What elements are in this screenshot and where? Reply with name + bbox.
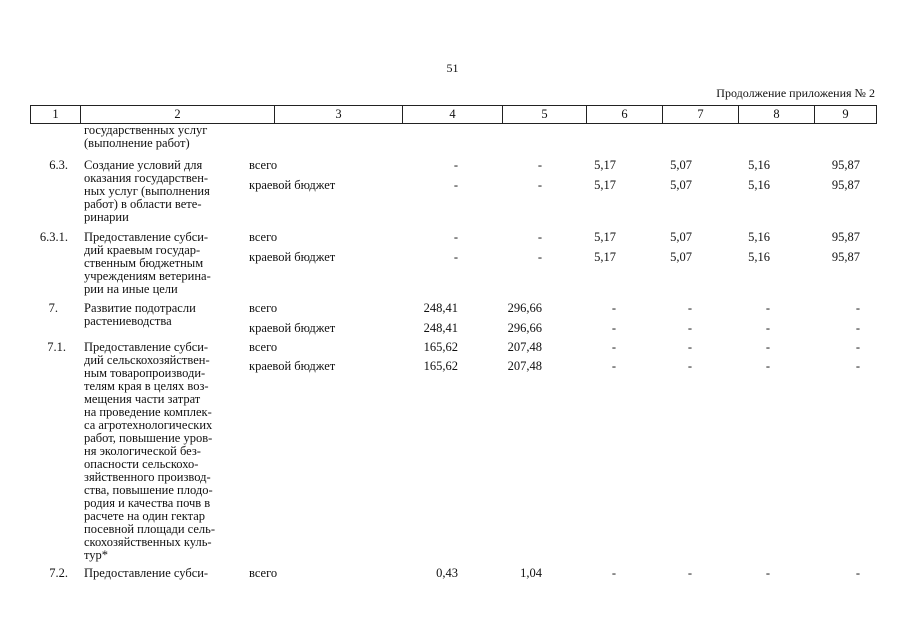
row-number: 7.1. <box>47 340 66 354</box>
cell-c4: 248,41 <box>423 301 458 315</box>
cell-c8: 5,16 <box>748 230 770 244</box>
cell-c7: - <box>687 301 692 315</box>
column-header-7: 7 <box>663 106 739 124</box>
cell-c5: - <box>537 250 542 264</box>
carryover-text: государственных услуг (выполнение работ) <box>84 123 208 150</box>
budget-type: краевой бюджет <box>249 321 336 335</box>
cell-c4: - <box>453 178 458 192</box>
budget-type: краевой бюджет <box>249 250 336 264</box>
cell-c7: 5,07 <box>670 178 692 192</box>
cell-c7: - <box>687 359 692 373</box>
budget-type: краевой бюджет <box>249 359 336 373</box>
column-header-6: 6 <box>587 106 663 124</box>
cell-c9: 95,87 <box>831 178 860 192</box>
cell-c5: 1,04 <box>520 566 542 580</box>
cell-c4: - <box>453 230 458 244</box>
column-header-3: 3 <box>275 106 403 124</box>
cell-c7: 5,07 <box>670 250 692 264</box>
cell-c6: 5,17 <box>594 250 616 264</box>
cell-c6: 5,17 <box>594 158 616 172</box>
cell-c4: - <box>453 158 458 172</box>
cell-c8: 5,16 <box>748 158 770 172</box>
budget-type: всего <box>249 301 278 315</box>
cell-c4: 248,41 <box>423 321 458 335</box>
cell-c8: - <box>765 301 770 315</box>
cell-c6: 5,17 <box>594 178 616 192</box>
cell-c4: - <box>453 250 458 264</box>
cell-c9: - <box>855 340 860 354</box>
cell-c8: - <box>765 321 770 335</box>
cell-c5: 296,66 <box>507 321 542 335</box>
cell-c9: - <box>855 321 860 335</box>
column-header-5: 5 <box>503 106 587 124</box>
budget-type: всего <box>249 340 278 354</box>
cell-c8: - <box>765 566 770 580</box>
row-name: Предоставление субси- <box>84 566 209 580</box>
page-number: 51 <box>446 61 459 75</box>
cell-c9: 95,87 <box>831 250 860 264</box>
cell-c9: 95,87 <box>831 230 860 244</box>
cell-c9: - <box>855 566 860 580</box>
cell-c4: 165,62 <box>423 340 458 354</box>
column-header-2: 2 <box>81 106 275 124</box>
cell-c6: - <box>611 301 616 315</box>
cell-c8: - <box>765 340 770 354</box>
row-number: 7.2. <box>49 566 68 580</box>
cell-c7: 5,07 <box>670 158 692 172</box>
cell-c6: - <box>611 340 616 354</box>
cell-c5: 207,48 <box>507 359 542 373</box>
row-number: 6.3. <box>49 158 68 172</box>
cell-c8: 5,16 <box>748 178 770 192</box>
cell-c4: 165,62 <box>423 359 458 373</box>
budget-type: всего <box>249 230 278 244</box>
cell-c7: - <box>687 321 692 335</box>
cell-c5: 296,66 <box>507 301 542 315</box>
cell-c4: 0,43 <box>436 566 458 580</box>
cell-c8: 5,16 <box>748 250 770 264</box>
cell-c5: - <box>537 230 542 244</box>
row-name: Предоставление субси- дий краевым государ- ственным бюджетным учреждениям ветерина- рии на иные цели <box>84 230 211 296</box>
cell-c7: - <box>687 566 692 580</box>
row-name: Создание условий для оказания государствен- ных услуг (выполнения работ) в области вете- ринарии <box>84 158 210 224</box>
cell-c7: - <box>687 340 692 354</box>
column-header-9: 9 <box>815 106 877 124</box>
cell-c9: - <box>855 359 860 373</box>
cell-c5: - <box>537 178 542 192</box>
budget-type: всего <box>249 158 278 172</box>
cell-c8: - <box>765 359 770 373</box>
cell-c9: - <box>855 301 860 315</box>
continuation-label: Продолжение приложения № 2 <box>716 86 875 100</box>
budget-type: всего <box>249 566 278 580</box>
row-number: 7. <box>48 301 58 315</box>
cell-c6: - <box>611 321 616 335</box>
cell-c6: - <box>611 566 616 580</box>
row-number: 6.3.1. <box>39 230 68 244</box>
cell-c9: 95,87 <box>831 158 860 172</box>
cell-c6: 5,17 <box>594 230 616 244</box>
column-header-4: 4 <box>403 106 503 124</box>
column-header-table <box>30 105 877 124</box>
row-name: Предоставление субси- дий сельскохозяйствен- ным товаропроизводи- телям края в целях воз- мещения части затрат на проведение комплек- са агротехнологических работ, повышение уров- ня экологической без- опасности сельскохо- зяйственного производ- ства, повышение плодо- родия и качества почв в расчете на один гектар посевной площади сель- скохозяйственных куль- тур* <box>84 340 216 562</box>
row-name: Развитие подотрасли растениеводства <box>84 301 196 328</box>
budget-type: краевой бюджет <box>249 178 336 192</box>
cell-c5: 207,48 <box>507 340 542 354</box>
column-header-8: 8 <box>739 106 815 124</box>
column-header-1: 1 <box>31 106 81 124</box>
cell-c6: - <box>611 359 616 373</box>
cell-c5: - <box>537 158 542 172</box>
cell-c7: 5,07 <box>670 230 692 244</box>
